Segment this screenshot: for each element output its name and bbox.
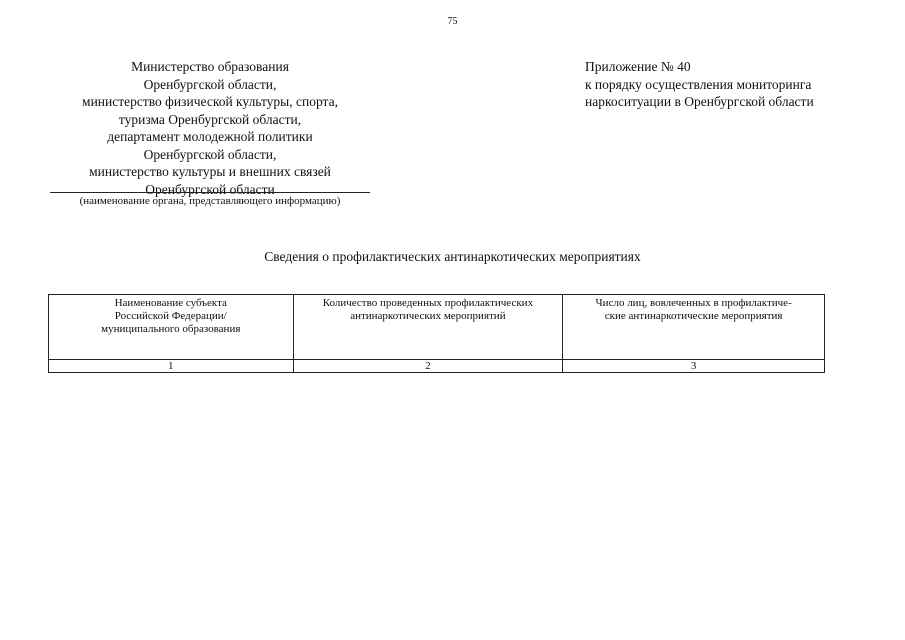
org-line: Оренбургской области, bbox=[143, 146, 277, 162]
header-line: Наименование субъекта bbox=[114, 297, 227, 309]
org-line: Оренбургской области bbox=[145, 181, 275, 197]
org-line: Оренбургской области, bbox=[143, 76, 277, 92]
org-underline bbox=[50, 192, 370, 193]
page-number: 75 bbox=[447, 16, 458, 27]
header-line: Количество проведенных профилактических bbox=[322, 297, 534, 309]
column-header-participants bbox=[563, 295, 825, 360]
reporting-organization bbox=[50, 58, 370, 198]
header-line: Число лиц, вовлеченных в профилактиче- bbox=[595, 297, 792, 309]
appendix-line: Приложение № 40 bbox=[585, 59, 691, 74]
org-line: министерство физической культуры, спорта, bbox=[82, 94, 338, 109]
org-line: департамент молодежной политики bbox=[107, 129, 313, 144]
org-line: туризма Оренбургской области, bbox=[118, 111, 302, 127]
appendix-line: к порядку осуществления мониторинга bbox=[585, 76, 812, 92]
column-number-row bbox=[49, 360, 825, 373]
column-number: 2 bbox=[293, 360, 563, 373]
appendix-line: наркоситуации в Оренбургской области bbox=[585, 94, 814, 109]
header-line: ские антинаркотические мероприятия bbox=[604, 310, 783, 322]
column-header-events-count bbox=[293, 295, 563, 360]
header-line: антинаркотических мероприятий bbox=[350, 310, 506, 322]
appendix-reference bbox=[585, 58, 885, 111]
table-header-row bbox=[49, 295, 825, 360]
org-caption: (наименование органа, представляющего информацию) bbox=[79, 195, 341, 207]
document-title: Сведения о профилактических антинаркотических мероприятиях bbox=[264, 249, 641, 264]
column-header-subject bbox=[49, 295, 294, 360]
column-number: 3 bbox=[563, 360, 825, 373]
org-line: Министерство образования bbox=[131, 59, 289, 74]
column-number: 1 bbox=[49, 360, 294, 373]
report-table bbox=[48, 294, 825, 373]
header-line: Российской Федерации/ bbox=[114, 310, 227, 322]
org-line: министерство культуры и внешних связей bbox=[89, 164, 331, 179]
header-line: муниципального образования bbox=[101, 323, 241, 335]
